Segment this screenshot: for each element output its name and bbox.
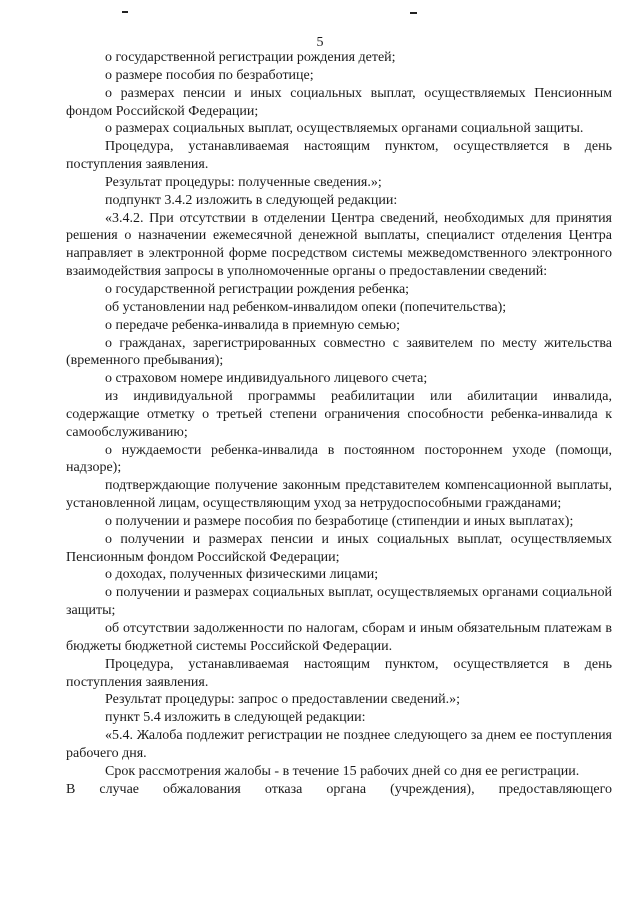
paragraph: об отсутствии задолженности по налогам, сборам и иным обязательным платежам в бюджеты бюджетной системы Российской Федерации.: [66, 621, 612, 654]
paragraph: о гражданах, зарегистрированных совместно с заявителем по месту жительства (временного пребывания);: [66, 335, 612, 369]
paragraph: подпункт 3.4.2 изложить в следующей редакции:: [105, 192, 398, 208]
page-number: 5: [316, 35, 324, 50]
paragraph: В случае обжалования отказа органа (учреждения), предоставляющего: [66, 781, 612, 797]
paragraph: подтверждающие получение законным представителем компенсационной выплаты, установленной лицам, осуществляющим уход за нетрудоспособными гражданами;: [66, 478, 612, 512]
paragraph: о доходах, полученных физическими лицами;: [105, 567, 379, 583]
paragraph: Процедура, устанавливаемая настоящим пунктом, осуществляется в день поступления заявления.: [66, 656, 612, 690]
paragraph: пункт 5.4 изложить в следующей редакции:: [105, 710, 366, 726]
paragraph: о передаче ребенка-инвалида в приемную семью;: [105, 317, 400, 333]
paragraph: о получении и размере пособия по безработице (стипендии и иных выплатах);: [105, 513, 574, 529]
paragraph: о нуждаемости ребенка-инвалида в постоянном постороннем уходе (помощи, надзоре);: [66, 442, 612, 476]
paragraph: из индивидуальной программы реабилитации или абилитации инвалида, содержащие отметку о третьей степени ограничения способности ребенка-инвалида к самообслуживанию;: [66, 389, 612, 440]
document-body: [66, 49, 612, 798]
paragraph: об установлении над ребенком-инвалидом опеки (попечительства);: [105, 299, 507, 315]
paragraph: «3.4.2. При отсутствии в отделении Центра сведений, необходимых для принятия решения о назначении ежемесячной денежной выплаты, специалист отделения Центра направляет в электронной форме посредством системы межведомственного электронного взаимодействия запросы в уполномоченные органы о предоставлении сведений:: [66, 210, 612, 280]
scan-mark: [122, 11, 128, 13]
scan-mark: [410, 12, 417, 14]
paragraph: о государственной регистрации рождения ребенка;: [105, 281, 410, 297]
paragraph: о размерах социальных выплат, осуществляемых органами социальной защиты.: [105, 121, 584, 137]
paragraph: о государственной регистрации рождения детей;: [105, 50, 396, 65]
paragraph: «5.4. Жалоба подлежит регистрации не позднее следующего за днем ее поступления рабочего дня.: [66, 728, 612, 761]
paragraph: о размерах пенсии и иных социальных выплат, осуществляемых Пенсионным фондом Российской Федерации;: [66, 85, 612, 119]
paragraph: о страховом номере индивидуального лицевого счета;: [105, 371, 428, 387]
paragraph: Результат процедуры: запрос о предоставлении сведений.»;: [105, 692, 461, 708]
paragraph: Результат процедуры: полученные сведения.»;: [105, 174, 382, 190]
paragraph: Срок рассмотрения жалобы - в течение 15 рабочих дней со дня ее регистрации.: [105, 763, 580, 779]
paragraph: о размере пособия по безработице;: [105, 67, 314, 83]
paragraph: Процедура, устанавливаемая настоящим пунктом, осуществляется в день поступления заявления.: [66, 139, 612, 173]
paragraph: о получении и размерах социальных выплат, осуществляемых органами социальной защиты;: [66, 585, 612, 619]
paragraph: о получении и размерах пенсии и иных социальных выплат, осуществляемых Пенсионным фондом Российской Федерации;: [66, 531, 612, 565]
